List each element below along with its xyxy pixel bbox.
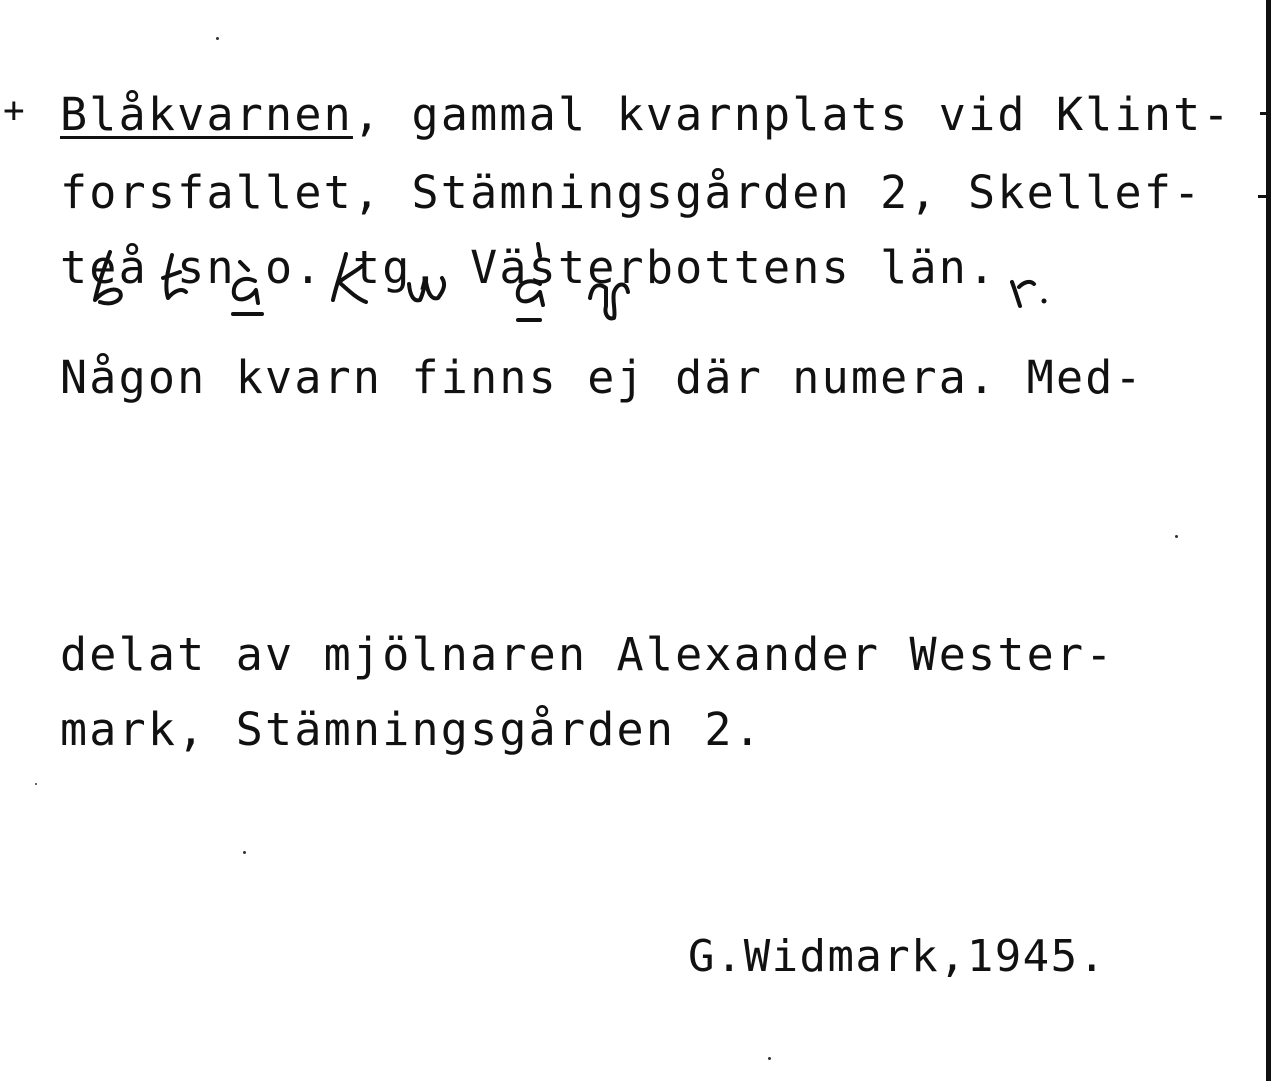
hw-r [1012,282,1034,306]
speck [35,783,37,785]
signature: G.Widmark,1945. [688,931,1107,982]
note-line-1: Någon kvarn finns ej där numera. Med- [60,351,1144,404]
note-line-2: delat av mjölnaren Alexander Wester- [60,628,1115,681]
hw-grave [240,262,248,270]
speck [1175,535,1178,538]
entry-line-3: teå sn o. tg, Västerbottens län. [60,241,998,294]
speck [243,851,246,854]
hw-ng [590,285,628,319]
entry-line-2: forsfallet, Stämningsgården 2, Skellef- [60,166,1203,219]
note-line-3: mark, Stämningsgården 2. [60,703,764,756]
hw-k [333,254,366,302]
speck [216,37,219,40]
hw-b [95,252,121,303]
hw-acute [538,244,540,256]
headword: Blåkvarnen [60,88,353,141]
speck [768,1057,771,1060]
hw-a2 [518,281,543,305]
hw-period [1042,299,1047,304]
hw-l-bar [163,272,180,278]
hw-a1 [234,279,258,303]
hw-w [409,278,444,300]
entry-marker: + [3,90,25,131]
entry-text: , gammal kvarnplats vid Klint- [352,88,1232,141]
